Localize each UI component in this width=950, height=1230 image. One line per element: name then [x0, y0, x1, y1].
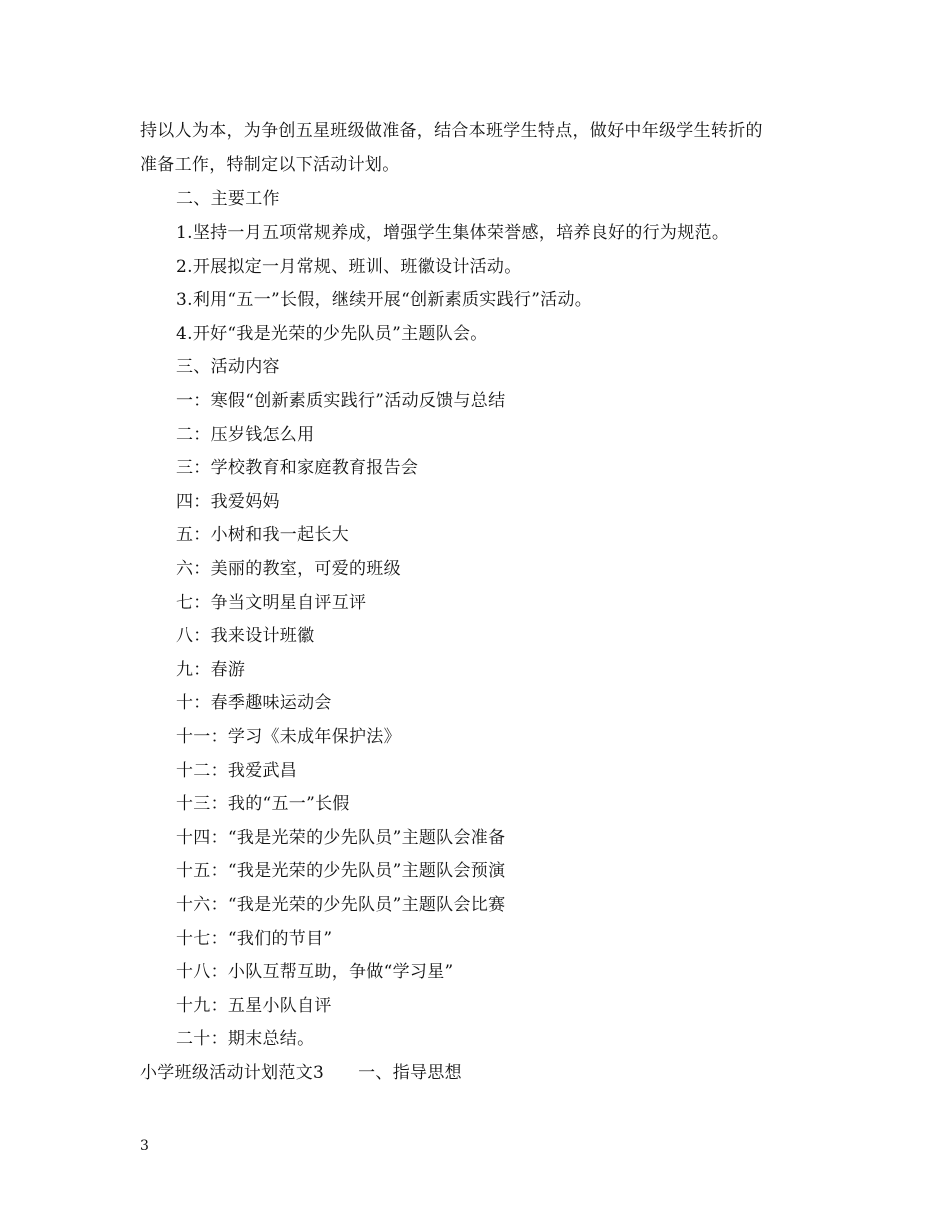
activity-item: 十五：“我是光荣的少先队员”主题队会预演: [176, 861, 506, 881]
activity-item: 四：我爱妈妈: [176, 492, 280, 512]
page-number: 3: [140, 1138, 149, 1154]
paragraph-line: 准备工作，特制定以下活动计划。: [140, 155, 400, 175]
activity-item: 八：我来设计班徽: [176, 626, 315, 646]
activity-item: 十二：我爱武昌: [176, 761, 298, 781]
activity-item: 七：争当文明星自评互评: [176, 593, 367, 613]
activity-item: 十三：我的“五一”长假: [176, 794, 350, 814]
activity-item: 九：春游: [176, 660, 246, 680]
next-section-heading: 一、指导思想: [358, 1063, 462, 1083]
paragraph-line: 持以人为本，为争创五星班级做准备，结合本班学生特点，做好中年级学生转折的: [140, 121, 763, 141]
activity-item: 三：学校教育和家庭教育报告会: [176, 458, 419, 478]
work-item: 4.开好“我是光荣的少先队员”主题队会。: [176, 324, 488, 344]
work-item: 2.开展拟定一月常规、班训、班徽设计活动。: [176, 257, 522, 277]
activity-item: 十一：学习《未成年保护法》: [176, 727, 401, 747]
section-heading: 三、活动内容: [176, 357, 280, 377]
activity-item: 二：压岁钱怎么用: [176, 425, 315, 445]
work-item: 3.利用“五一”长假，继续开展“创新素质实践行”活动。: [176, 290, 593, 310]
activity-item: 十：春季趣味运动会: [176, 693, 332, 713]
activity-item: 五：小树和我一起长大: [176, 525, 349, 545]
activity-item: 一：寒假“创新素质实践行”活动反馈与总结: [176, 391, 506, 411]
activity-item: 十七：“我们的节目”: [176, 929, 333, 949]
work-item: 1.坚持一月五项常规养成，增强学生集体荣誉感，培养良好的行为规范。: [176, 223, 730, 243]
activity-item: 十六：“我是光荣的少先队员”主题队会比赛: [176, 895, 506, 915]
next-section-line: [140, 1063, 462, 1083]
activity-item: 十九：五星小队自评: [176, 996, 332, 1016]
next-document-title: 小学班级活动计划范文3: [140, 1063, 325, 1083]
activity-item: 十八：小队互帮互助，争做“学习星”: [176, 962, 454, 982]
activity-item: 十四：“我是光荣的少先队员”主题队会准备: [176, 828, 506, 848]
activity-item: 二十：期末总结。: [176, 1029, 315, 1049]
activity-item: 六：美丽的教室，可爱的班级: [176, 559, 401, 579]
section-heading: 二、主要工作: [176, 189, 280, 209]
